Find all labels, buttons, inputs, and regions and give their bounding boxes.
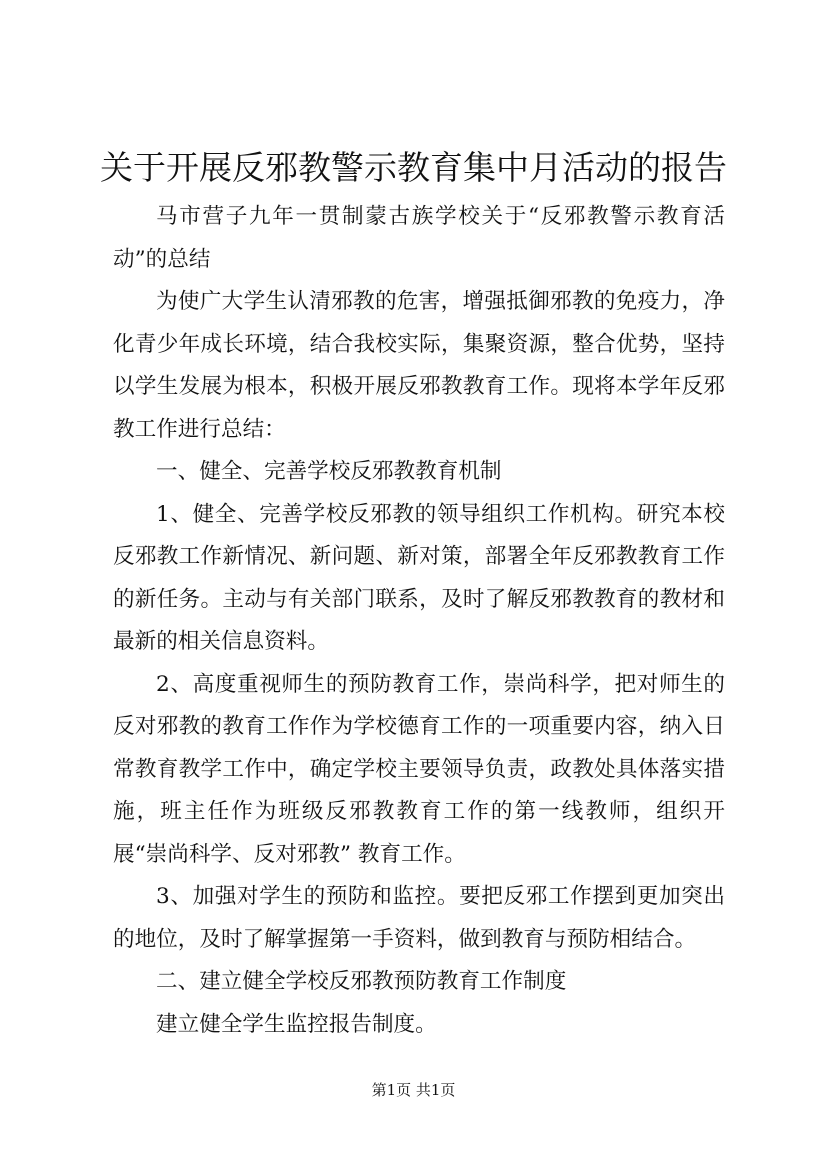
section-heading-2: 二、建立健全学校反邪教预防教育工作制度 <box>156 969 567 994</box>
paragraph-item-3: 3、加强对学生的预防和监控。要把反邪工作摆到更加突出的地位，及时了解掌握第一手资料，做到教育与预防相结合。 <box>113 884 725 952</box>
paragraph-final: 建立健全学生监控报告制度。 <box>156 1011 437 1037</box>
paragraph-subtitle: 马市营子九年一贯制蒙古族学校关于“反邪教警示教育活动”的总结 <box>113 204 725 272</box>
document-title: 关于开展反邪教警示教育集中月活动的报告 <box>100 148 727 187</box>
page-footer: 第1页 共1页 <box>371 1081 456 1099</box>
paragraph-item-1: 1、健全、完善学校反邪教的领导组织工作机构。研究本校反邪教工作新情况、新问题、新对策，部署全年反邪教教育工作的新任务。主动与有关部门联系，及时了解反邪教教育的教材和最新的相关信息资料。 <box>113 501 725 654</box>
paragraph-intro: 为使广大学生认清邪教的危害，增强抵御邪教的免疫力，净化青少年成长环境，结合我校实际，集聚资源，整合优势，坚持以学生发展为根本，积极开展反邪教教育工作。现将本学年反邪教工作进行总结： <box>113 289 725 442</box>
document-body <box>113 196 725 1046</box>
section-heading-1: 一、健全、完善学校反邪教教育机制 <box>156 459 502 484</box>
paragraph-item-2: 2、高度重视师生的预防教育工作，崇尚科学，把对师生的反对邪教的教育工作作为学校德育工作的一项重要内容，纳入日常教育教学工作中，确定学校主要领导负责，政教处具体落实措施，班主任作为班级反邪教教育工作的第一线教师，组织开展“崇尚科学、反对邪教” 教育工作。 <box>113 671 725 867</box>
